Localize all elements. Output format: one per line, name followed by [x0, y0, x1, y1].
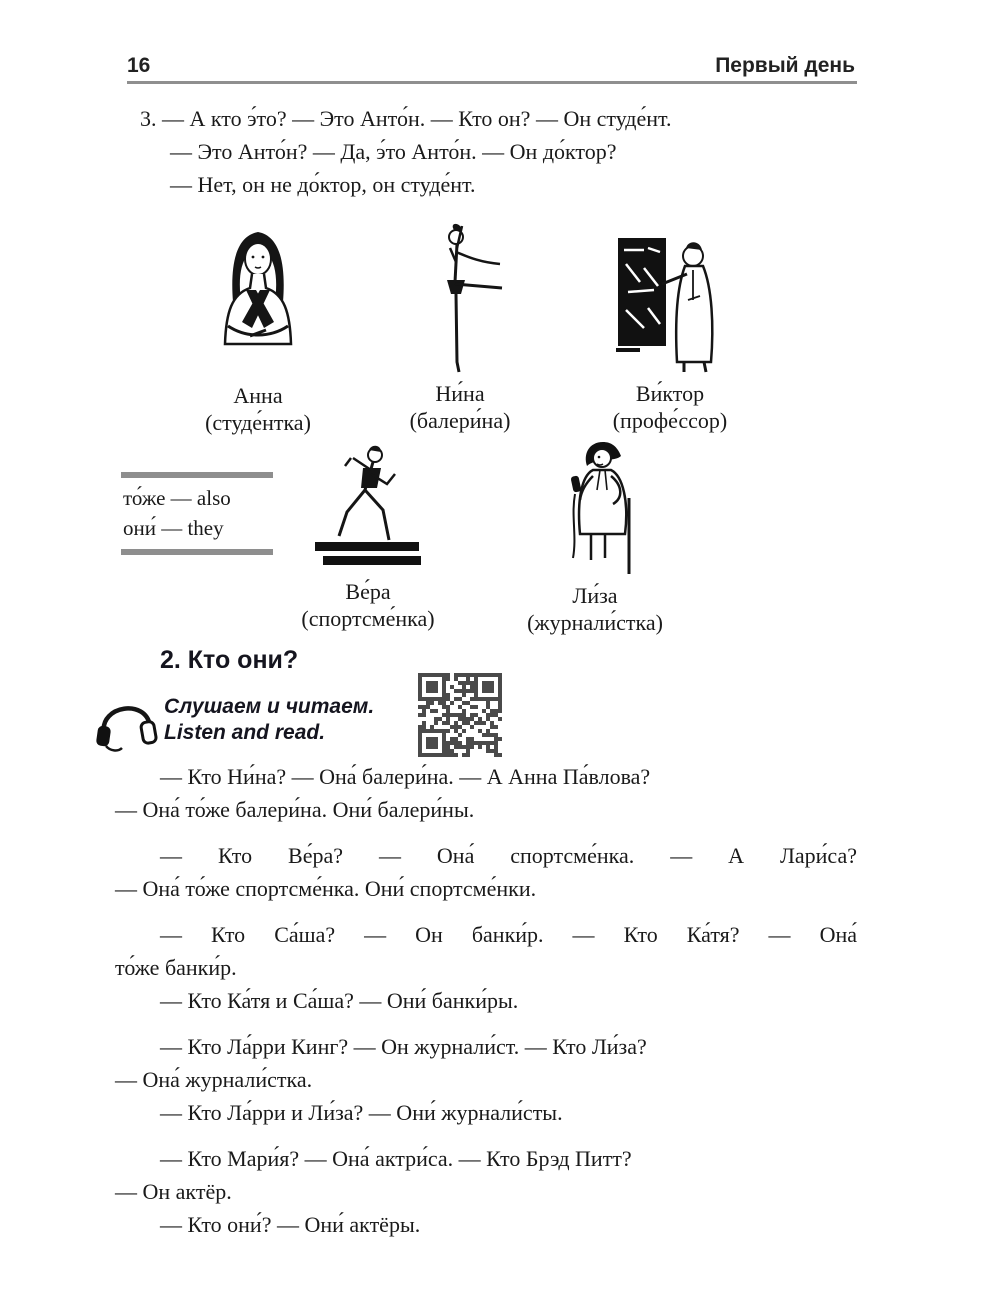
- dialogue-paragraph: [115, 918, 857, 1017]
- runner-illustration: [263, 442, 473, 572]
- figure-name: Ли́за: [572, 583, 618, 608]
- figure-name: Ни́на: [435, 381, 485, 406]
- qr-code: [417, 672, 503, 758]
- anna-figure: [153, 226, 363, 436]
- figure-name: Ве́ра: [345, 579, 391, 604]
- dialogue-line: — Кто Мари́я? — Она́ актри́са. — Кто Брэд Питт?: [160, 1146, 632, 1171]
- vocab-entry: они́ — they: [123, 516, 224, 540]
- exercise-line: — Нет, он не до́ктор, он студе́нт.: [170, 172, 476, 197]
- dialogue-paragraph: [115, 1030, 857, 1129]
- figures-row-2: [123, 440, 857, 635]
- dialogue-line: — Кто Ве́ра? — Она́ спортсме́нка. — А Лари́са?: [160, 843, 857, 868]
- dialogue-line: — Кто Ка́тя и Са́ша? — Они́ банки́ры.: [160, 988, 519, 1013]
- dialogues: [115, 760, 857, 1254]
- exercise-line: [140, 102, 870, 135]
- listen-instruction-en: Listen and read.: [164, 721, 326, 744]
- vocab-entry: то́же — also: [123, 486, 231, 510]
- section-2-title: 2. Кто они?: [160, 646, 299, 674]
- dialogue-line: — Кто Ла́рри Кинг? — Он журнали́ст. — Кто Ли́за?: [160, 1034, 647, 1059]
- headphones-icon: [92, 688, 162, 754]
- dialogue-line: — Кто Ла́рри и Ли́за? — Они́ журнали́сты.: [160, 1100, 563, 1125]
- listen-instruction: [164, 694, 374, 746]
- dialogue-paragraph: [115, 839, 857, 905]
- ballerina-illustration: [355, 222, 565, 374]
- figures-row-1: [127, 222, 857, 437]
- nina-figure: [355, 222, 565, 434]
- figure-name: Ви́ктор: [635, 381, 705, 406]
- page-number: 16: [127, 54, 151, 77]
- figure-role: (балери́на): [409, 408, 511, 433]
- professor-blackboard-illustration: [565, 230, 775, 374]
- header-rule: [127, 81, 857, 84]
- figure-role: (профе́ссор): [612, 408, 728, 433]
- listen-instruction-ru: Слушаем и читаем.: [164, 695, 375, 718]
- exercise-text: — А кто э́то? — Это Анто́н. — Кто он? — Он студе́нт.: [162, 106, 672, 131]
- liza-figure: [490, 440, 700, 636]
- dialogue-line: — Кто они́? — Они́ актёры.: [160, 1212, 421, 1237]
- dialogue-line: то́же банки́р.: [115, 955, 237, 980]
- dialogue-line: — Кто Ни́на? — Она́ балери́на. — А Анна Па́влова?: [160, 764, 651, 789]
- dialogue-line: — Она́ журнали́стка.: [115, 1067, 313, 1092]
- journalist-illustration: [490, 440, 700, 576]
- dialogue-line: — Она́ то́же спортсме́нка. Они́ спортсме́нки.: [115, 876, 537, 901]
- vera-figure: [263, 442, 473, 632]
- dialogue-paragraph: [115, 760, 857, 826]
- figure-role: (журнали́стка): [527, 610, 663, 635]
- figure-role: (спортсме́нка): [301, 606, 435, 631]
- exercise-number: 3.: [140, 106, 157, 131]
- girl-student-illustration: [153, 226, 363, 376]
- dialogue-paragraph: [115, 1142, 857, 1241]
- vocab-rule-bottom: [121, 549, 273, 555]
- viktor-figure: [565, 230, 775, 434]
- dialogue-line: — Он актёр.: [115, 1179, 232, 1204]
- header-title: Первый день: [715, 54, 855, 77]
- vocab-box: [121, 472, 273, 555]
- dialogue-line: — Кто Са́ша? — Он банки́р. — Кто Ка́тя? — Она́: [160, 922, 857, 947]
- exercise-3: [140, 102, 870, 201]
- figure-role: (студе́нтка): [205, 410, 311, 435]
- dialogue-line: — Она́ то́же балери́на. Они́ балери́ны.: [115, 797, 475, 822]
- exercise-line: — Это Анто́н? — Да, э́то Анто́н. — Он до́ктор?: [170, 139, 617, 164]
- figure-name: Анна: [233, 383, 283, 408]
